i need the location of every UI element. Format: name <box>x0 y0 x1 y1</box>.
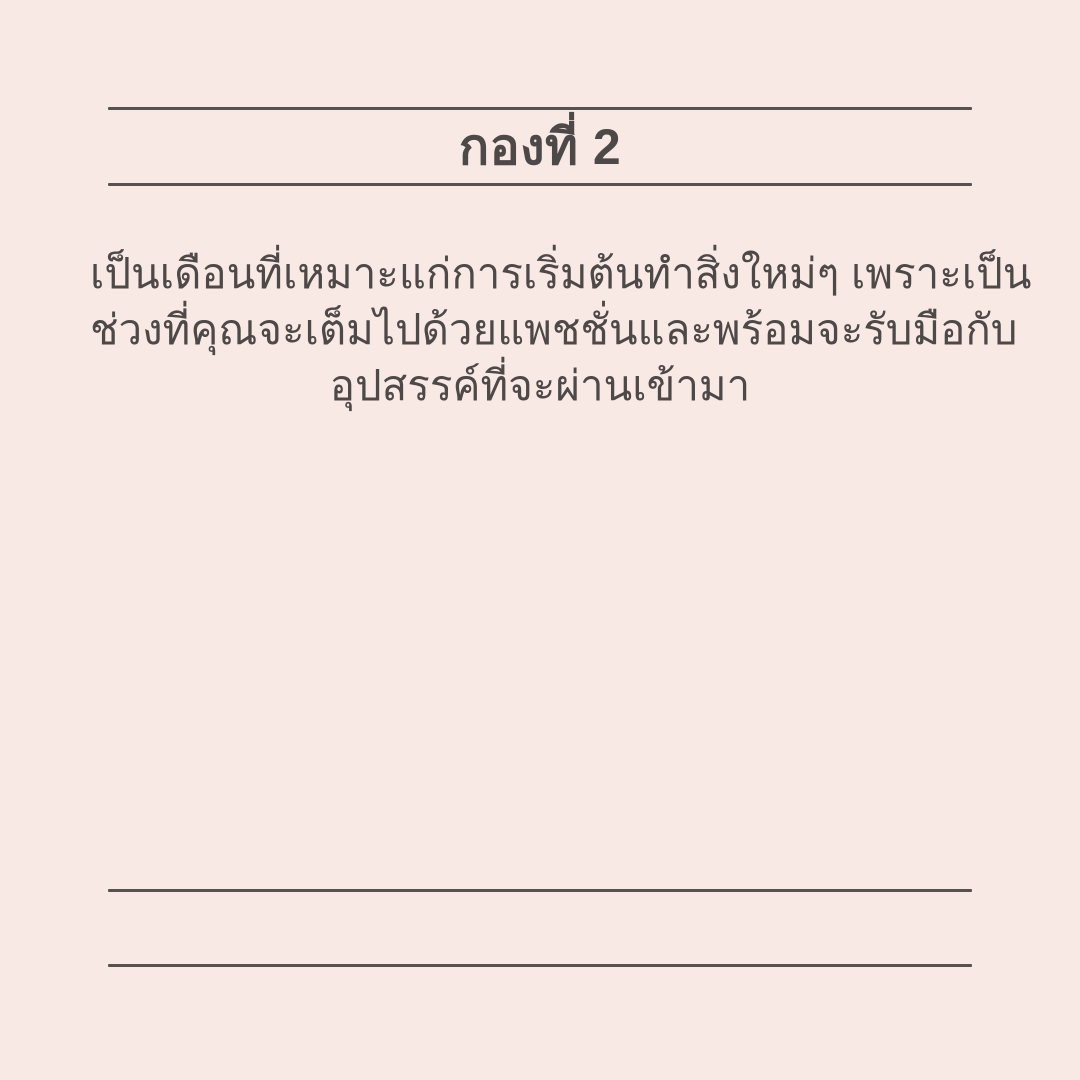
body-line-3: อุปสรรค์ที่จะผ่านเข้ามา <box>329 362 751 409</box>
card-body <box>90 246 1032 414</box>
footer-bottom-divider <box>108 964 972 967</box>
card-title: กองที่ 2 <box>458 118 622 175</box>
body-line-1: เป็นเดือนที่เหมาะแก่การเริ่มต้นทำสิ่งใหม่ๆ เพราะเป็น <box>90 250 1032 297</box>
title-bottom-divider <box>108 183 972 186</box>
footer-top-divider <box>108 889 972 892</box>
title-band <box>0 107 1080 186</box>
body-line-2: ช่วงที่คุณจะเต็มไปด้วยแพชชั่นและพร้อมจะรับมือกับ <box>90 306 1018 353</box>
